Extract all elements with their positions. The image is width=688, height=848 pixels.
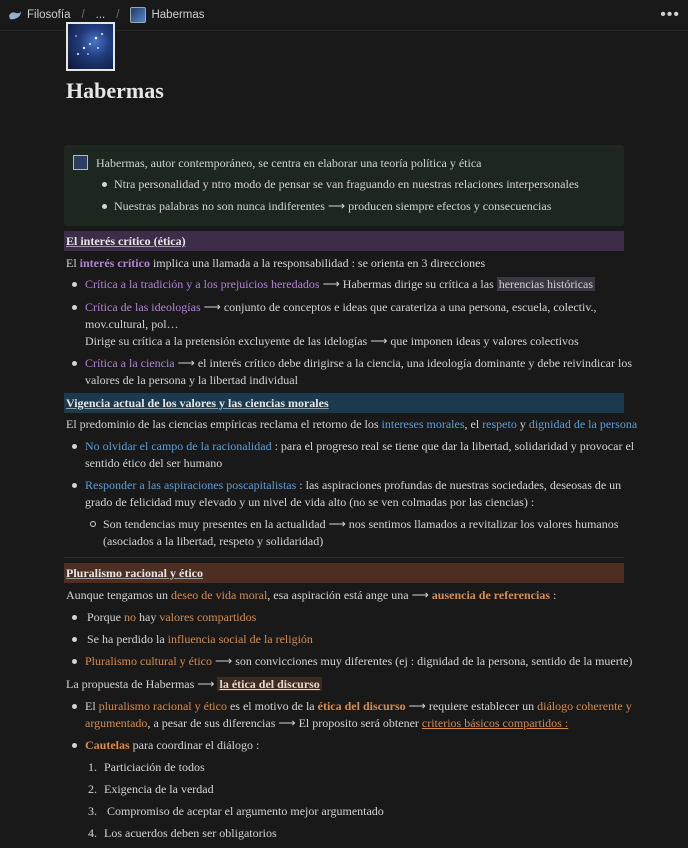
ordered-item: Exigencia de la verdad [104, 782, 214, 796]
more-options-icon[interactable]: ••• [660, 6, 680, 23]
callout-item: Ntra personalidad y ntro modo de pensar se van fraguando en nuestras relaciones interpersonales [114, 177, 579, 191]
ordered-number: 4. [88, 826, 97, 840]
paragraph: La propuesta de Habermas ⟶ la ética del discurso [66, 677, 320, 691]
divider [64, 557, 624, 558]
page-thumbnail-icon [130, 7, 146, 23]
bullet [72, 659, 77, 664]
callout-item: Nuestras palabras no son nunca indiferentes ⟶ producen siempre efectos y consecuencias [114, 199, 552, 213]
breadcrumb-item-filosofia[interactable]: Filosofía [27, 9, 71, 21]
bullet [72, 282, 77, 287]
sub-list-item-cont: (asociados a la libertad, respeto y solidaridad) [103, 534, 324, 548]
list-item-cont: Dirige su crítica a la pretensión excluyente de las idelogías ⟶ que imponen ideas y valores colectivos [85, 334, 579, 348]
bullet [72, 305, 77, 310]
list-item: El pluralismo racional y ético es el motivo de la ética del discurso ⟶ requiere establecer un diálogo coherente y [85, 699, 632, 713]
bullet [72, 743, 77, 748]
ordered-number: 2. [88, 782, 97, 796]
bullet [72, 637, 77, 642]
bullet [72, 615, 77, 620]
breadcrumb [8, 7, 205, 23]
list-item-cont: sentido ético del ser humano [85, 456, 223, 470]
ordered-number: 3. [88, 804, 97, 818]
list-item-cont: valores de la persona y la libertad individual [85, 373, 298, 387]
list-item-cont: argumentado, a pesar de sus diferencias ⟶ El proposito será obtener criterios básicos compartidos : [85, 716, 569, 730]
starry-sky-icon [68, 24, 113, 69]
list-item-cont: grado de felicidad muy elevado y un nivel de vida alto (no se ven colmadas por las ciencias) : [85, 495, 535, 509]
list-item: Porque no hay valores compartidos [87, 610, 257, 624]
callout-image-icon [73, 155, 88, 170]
bullet [72, 483, 77, 488]
list-item: Cautelas para coordinar el diálogo : [85, 738, 260, 752]
bullet [102, 182, 107, 187]
breadcrumb-separator: / [81, 9, 85, 21]
page-title: Habermas [66, 78, 164, 103]
paragraph: El interés crítico implica una llamada a la responsabilidad : se orienta en 3 direcciones [66, 256, 486, 270]
breadcrumb-item-ellipsis[interactable]: ... [95, 9, 106, 21]
bullet [72, 361, 77, 366]
list-item: Se ha perdido la influencia social de la religión [87, 632, 313, 646]
breadcrumb-separator: / [116, 9, 120, 21]
sub-list-item: Son tendencias muy presentes en la actualidad ⟶ nos sentimos llamados a revitalizar los valores humanos [103, 517, 619, 531]
ordered-item: Particiación de todos [104, 760, 205, 774]
list-item: Responder a las aspiraciones poscapitalistas : las aspiraciones profundas de nuestras sociedades, deseosas de un [85, 478, 622, 492]
list-item: Crítica a la ciencia ⟶ el interés crítico debe dirigirse a la ciencia, una ideología dominante y debe reivindicar los [85, 356, 632, 370]
list-item: No olvidar el campo de la racionalidad : para el progreso real se tiene que dar la libertad, solidaridad y provocar el [85, 439, 635, 453]
paragraph: El predominio de las ciencias empíricas reclama el retorno de los intereses morales, el respeto y dignidad de la persona [66, 417, 638, 431]
sub-bullet [90, 521, 96, 527]
ordered-number: 1. [88, 760, 97, 774]
ordered-item: Los acuerdos deben ser obligatorios [104, 826, 277, 840]
bullet [72, 444, 77, 449]
bullet [72, 704, 77, 709]
paragraph: Aunque tengamos un deseo de vida moral, esa aspiración está ange una ⟶ ausencia de referencias : [66, 588, 557, 602]
ordered-item: Compromiso de aceptar el argumento mejor argumentado [104, 804, 384, 818]
heading-interes-critico: El interés crítico (ética) [64, 231, 624, 251]
list-item-cont: mov.cultural, pol… [85, 317, 179, 331]
list-item: Pluralismo cultural y ético ⟶ son convicciones muy diferentes (ej : dignidad de la persona, sentido de la muerte) [85, 654, 633, 668]
callout-block [64, 145, 624, 226]
list-item: Crítica de las ideologías ⟶ conjunto de conceptos e ideas que carateriza a una persona, escuela, colectiv., [85, 300, 597, 314]
page-icon[interactable] [66, 22, 115, 71]
whale-icon [8, 10, 22, 21]
breadcrumb-item-habermas[interactable]: Habermas [151, 9, 205, 21]
bullet [102, 204, 107, 209]
callout-text: Habermas, autor contemporáneo, se centra en elaborar una teoría política y ética [96, 156, 482, 170]
heading-vigencia: Vigencia actual de los valores y las ciencias morales [64, 393, 624, 413]
heading-pluralismo: Pluralismo racional y ético [64, 563, 624, 583]
list-item: Crítica a la tradición y a los prejuicios heredados ⟶ Habermas dirige su crítica a las herencias históricas [85, 277, 594, 291]
